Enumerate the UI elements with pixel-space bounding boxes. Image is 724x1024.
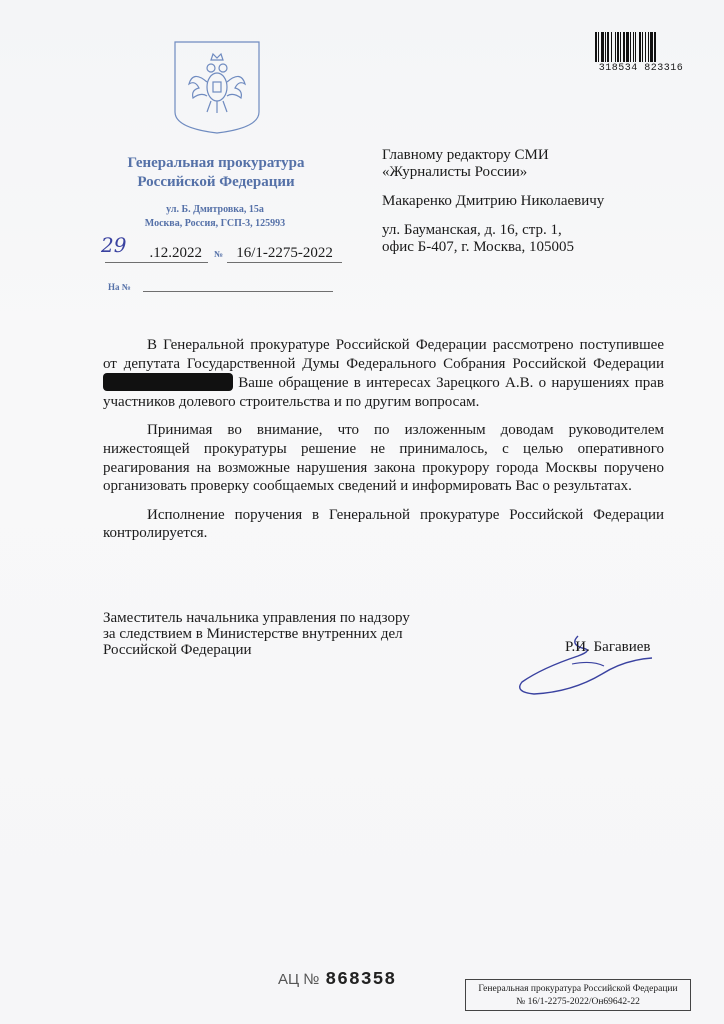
serial-number [278,970,396,990]
barcode-bar [626,32,629,62]
date-field [101,233,208,263]
barcode-bar [645,32,646,62]
date-day-handwritten: 29 [101,233,127,257]
body-p1-end: Ваше обращение в интересах Зарецкого А.В. о нарушениях прав участников долевого строительства и по другим вопросам. [103,375,664,410]
barcode [594,32,688,64]
reply-to-field [143,281,333,292]
barcode-bar [650,32,653,62]
signer-name: Р.И. Багавиев [565,639,651,655]
body-paragraph-3: Исполнение поручения в Генеральной прокуратуре Российской Федерации контролируется. [103,506,664,542]
letter-body [103,336,664,543]
addressee-line2: «Журналисты России» [382,164,528,180]
org-address-line1: ул. Б. Дмитровка, 15а [166,204,264,215]
addressee-line1: Главному редактору СМИ [382,147,549,163]
date-number-line [101,233,342,263]
barcode-bar [633,32,634,62]
coat-of-arms-emblem [173,40,261,135]
barcode-bar [598,32,599,62]
barcode-bar [605,32,606,62]
barcode-bar [639,32,641,62]
addressee-name: Макаренко Дмитрию Николаевичу [382,193,605,209]
signatory-title-line3: Российской Федерации [103,642,252,658]
body-paragraph-1 [103,336,664,411]
barcode-bar [607,32,609,62]
document-number: 16/1-2275-2022 [227,245,342,263]
barcode-bar [648,32,649,62]
barcode-bar [617,32,619,62]
stamp-line2: № 16/1-2275-2022/Он69642-22 [516,997,640,1007]
barcode-bar [595,32,597,62]
signatory-title [103,610,463,658]
addressee-address1: ул. Бауманская, д. 16, стр. 1, [382,222,562,238]
serial-value: 868358 [325,970,397,990]
barcode-bar [623,32,625,62]
org-address-line2: Москва, Россия, ГСП-3, 125993 [144,218,286,229]
org-name [96,154,336,192]
date-value: .12.2022 [149,245,202,261]
barcode-bar [635,32,636,62]
signatory-title-line2: за следствием в Министерстве внутренних дел [103,626,403,642]
org-address [110,203,320,231]
stamp-line1: Генеральная прокуратура Российской Федерации [478,984,678,994]
barcode-number: 318534 823316 [598,63,684,74]
serial-label: АЦ № [278,971,320,988]
body-paragraph-2: Принимая во внимание, что по изложенным доводам руководителем нижестоящей прокуратуры решение не принималось, с целью оперативного реагирования на возможные нарушения закона прокурору города Москвы поручено организовать проверку сообщаемых сведений и информировать Вас о результатах. [103,422,664,495]
org-name-line2: Российской Федерации [137,174,295,190]
barcode-bar [654,32,656,62]
signatory-title-line1: Заместитель начальника управления по надзору [103,610,410,626]
body-p1-start: В Генеральной прокуратуре Российской Федерации рассмотрено поступившее от депутата Государственной Думы Федерального Собрания Российской Федерации [103,337,664,372]
number-label: № [214,249,224,259]
barcode-bar [642,32,643,62]
barcode-bar [630,32,631,62]
barcode-bar [601,32,604,62]
registration-stamp [465,979,691,1011]
reply-to-line [108,281,333,292]
barcode-bar [615,32,616,62]
org-name-line1: Генеральная прокуратура [127,155,305,171]
barcode-bar [611,32,612,62]
addressee-address2: офис Б-407, г. Москва, 105005 [382,239,575,255]
barcode-bar [620,32,621,62]
redaction-mark [103,373,233,391]
addressee-block [382,147,682,256]
reply-to-label: На № [108,282,131,292]
